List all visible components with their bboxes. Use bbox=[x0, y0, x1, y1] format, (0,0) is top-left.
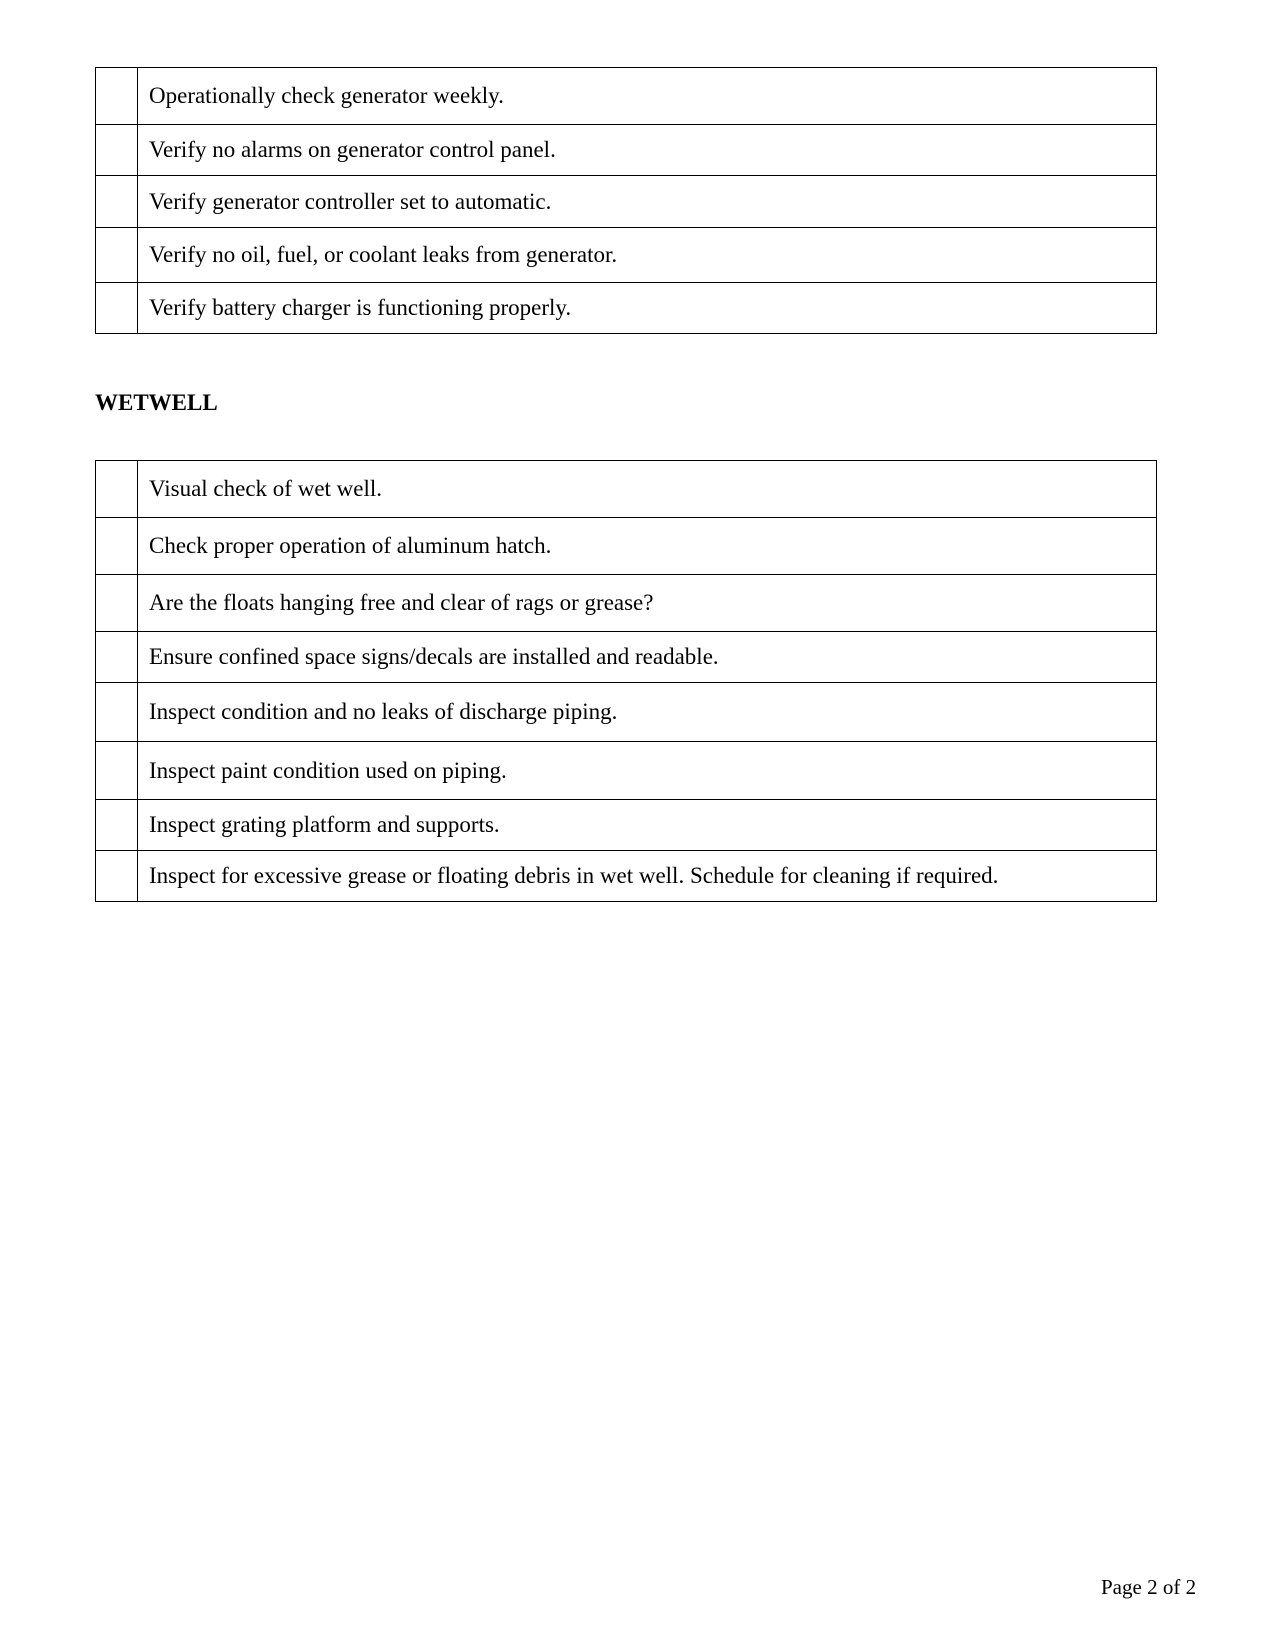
checkbox-cell[interactable] bbox=[96, 283, 138, 334]
checklist-row bbox=[96, 176, 1157, 228]
checklist-item-text: Verify no alarms on generator control panel. bbox=[138, 125, 1157, 176]
checklist-item-text: Inspect condition and no leaks of discharge piping. bbox=[138, 683, 1157, 742]
checkbox-cell[interactable] bbox=[96, 800, 138, 851]
section-heading-wetwell: WETWELL bbox=[95, 390, 218, 415]
checkbox-cell[interactable] bbox=[96, 575, 138, 632]
checklist-item-text: Ensure confined space signs/decals are installed and readable. bbox=[138, 632, 1157, 683]
checkbox-cell[interactable] bbox=[96, 461, 138, 518]
checkbox-cell[interactable] bbox=[96, 742, 138, 800]
checklist-row bbox=[96, 632, 1157, 683]
checklist-item-text: Inspect grating platform and supports. bbox=[138, 800, 1157, 851]
checkbox-cell[interactable] bbox=[96, 228, 138, 283]
checkbox-cell[interactable] bbox=[96, 125, 138, 176]
checkbox-cell[interactable] bbox=[96, 632, 138, 683]
checklist-row bbox=[96, 683, 1157, 742]
checklist-row bbox=[96, 461, 1157, 518]
checklist-item-text: Verify no oil, fuel, or coolant leaks from generator. bbox=[138, 228, 1157, 283]
wetwell-checklist-table bbox=[95, 460, 1157, 902]
checklist-item-text: Verify generator controller set to automatic. bbox=[138, 176, 1157, 228]
checklist-row bbox=[96, 125, 1157, 176]
checklist-item-text: Verify battery charger is functioning properly. bbox=[138, 283, 1157, 334]
checklist-row bbox=[96, 742, 1157, 800]
checklist-row bbox=[96, 283, 1157, 334]
checkbox-cell[interactable] bbox=[96, 68, 138, 125]
checklist-row bbox=[96, 851, 1157, 902]
checkbox-cell[interactable] bbox=[96, 518, 138, 575]
checklist-item-text: Are the floats hanging free and clear of rags or grease? bbox=[138, 575, 1157, 632]
checkbox-cell[interactable] bbox=[96, 851, 138, 902]
checklist-item-text: Inspect for excessive grease or floating debris in wet well. Schedule for cleaning if required. bbox=[138, 851, 1157, 902]
checklist-row bbox=[96, 575, 1157, 632]
checkbox-cell[interactable] bbox=[96, 176, 138, 228]
checklist-item-text: Operationally check generator weekly. bbox=[138, 68, 1157, 125]
checklist-row bbox=[96, 68, 1157, 125]
generator-checklist-table bbox=[95, 67, 1157, 334]
checklist-item-text: Check proper operation of aluminum hatch. bbox=[138, 518, 1157, 575]
checklist-item-text: Inspect paint condition used on piping. bbox=[138, 742, 1157, 800]
checklist-row bbox=[96, 518, 1157, 575]
checklist-row bbox=[96, 228, 1157, 283]
page-number: Page 2 of 2 bbox=[1101, 1575, 1197, 1599]
checkbox-cell[interactable] bbox=[96, 683, 138, 742]
checklist-row bbox=[96, 800, 1157, 851]
checklist-item-text: Visual check of wet well. bbox=[138, 461, 1157, 518]
